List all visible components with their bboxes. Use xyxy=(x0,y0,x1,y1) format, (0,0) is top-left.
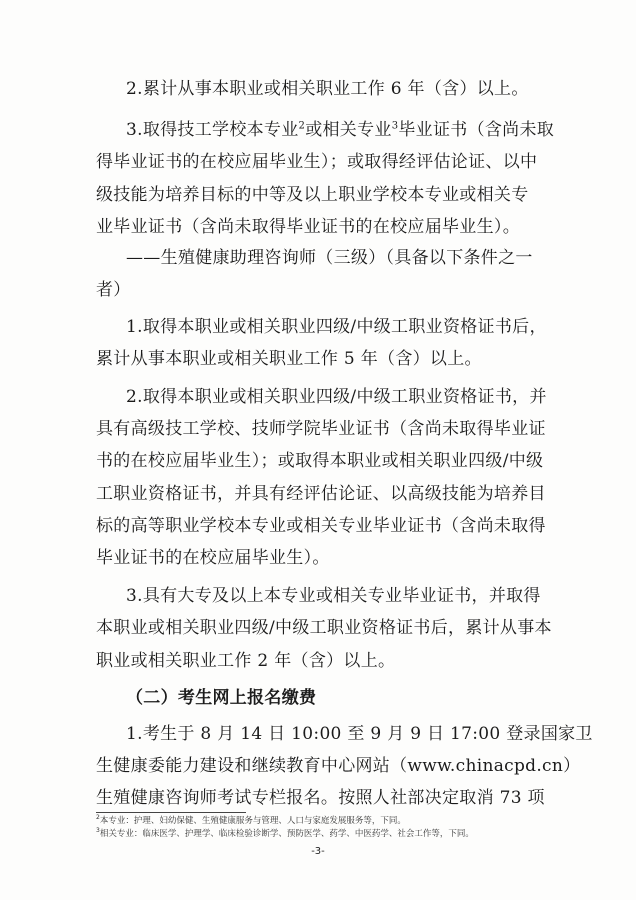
paragraph-line: 2.累计从事本职业或相关职业工作 6 年（含）以上。 xyxy=(126,79,529,99)
paragraph-line: 工职业资格证书，并具有经评估论证、以高级技能为培养目 xyxy=(96,484,546,504)
paragraph-line: 书的在校应届毕业生）；或取得本职业或相关职业四级/中级 xyxy=(96,451,544,471)
paragraph-line: 业毕业证书（含尚未取得毕业证书的在校应届毕业生）。 xyxy=(96,217,520,237)
footnote xyxy=(96,829,474,840)
text-run: 毕业证书（含尚未取 xyxy=(398,120,555,140)
paragraph-line: 级技能为培养目标的中等及以上职业学校本专业或相关专 xyxy=(96,185,529,205)
footnote-text: 相关专业：临床医学、护理学、临床检验诊断学、预防医学、药学、中医药学、社会工作等，下同。 xyxy=(99,829,474,839)
paragraph-line: 职业或相关职业工作 2 年（含）以上。 xyxy=(96,651,396,671)
footnote xyxy=(96,816,406,827)
paragraph-line: 累计从事本职业或相关职业工作 5 年（含）以上。 xyxy=(96,349,482,369)
section-heading-line: ——生殖健康助理咨询师（三级）（具备以下条件之一 xyxy=(126,248,533,268)
paragraph-line: 3.具有大专及以上本专业或相关专业毕业证书，并取得 xyxy=(126,586,541,606)
subsection-heading: （二）考生网上报名缴费 xyxy=(126,688,317,708)
paragraph-line: 1.考生于 8 月 14 日 10:00 至 9 月 9 日 17:00 登录国家卫 xyxy=(126,724,593,744)
paragraph-line: 得毕业证书的在校应届毕业生）；或取得经评估论证、以中 xyxy=(96,152,538,172)
footnote-ref: 2 xyxy=(298,120,306,132)
page-number: -3- xyxy=(311,846,325,857)
paragraph-line xyxy=(126,120,554,140)
text-run: 或相关专业 xyxy=(305,120,392,140)
footnote-marker: 2 xyxy=(96,814,100,822)
paragraph-line: 具有高级技工学校、技师学院毕业证书（含尚未取得毕业证 xyxy=(96,419,546,439)
paragraph-line: 生殖健康咨询师考试专栏报名。按照人社部决定取消 73 项 xyxy=(96,788,545,808)
footnote-divider xyxy=(96,812,246,813)
paragraph-line: 本职业或相关职业四级/中级工职业资格证书后，累计从事本 xyxy=(96,618,552,638)
footnote-marker: 3 xyxy=(96,827,100,835)
paragraph-line: 1.取得本职业或相关职业四级/中级工职业资格证书后， xyxy=(126,317,547,337)
paragraph-line: 2.取得本职业或相关职业四级/中级工职业资格证书，并 xyxy=(126,387,547,407)
paragraph-line: 毕业证书的在校应届毕业生）。 xyxy=(96,548,330,568)
text-run: 3.取得技工学校本专业 xyxy=(126,120,299,140)
paragraph-line: 生健康委能力建设和继续教育中心网站（www.chinacpd.cn） xyxy=(96,756,581,776)
section-heading-line: 者） xyxy=(96,280,131,300)
footnote-ref: 3 xyxy=(391,120,399,132)
footnote-text: 本专业：护理、妇幼保健、生殖健康服务与管理、人口与家庭发展服务等，下同。 xyxy=(99,816,406,826)
paragraph-line: 标的高等职业学校本专业或相关专业毕业证书（含尚未取得 xyxy=(96,516,546,536)
